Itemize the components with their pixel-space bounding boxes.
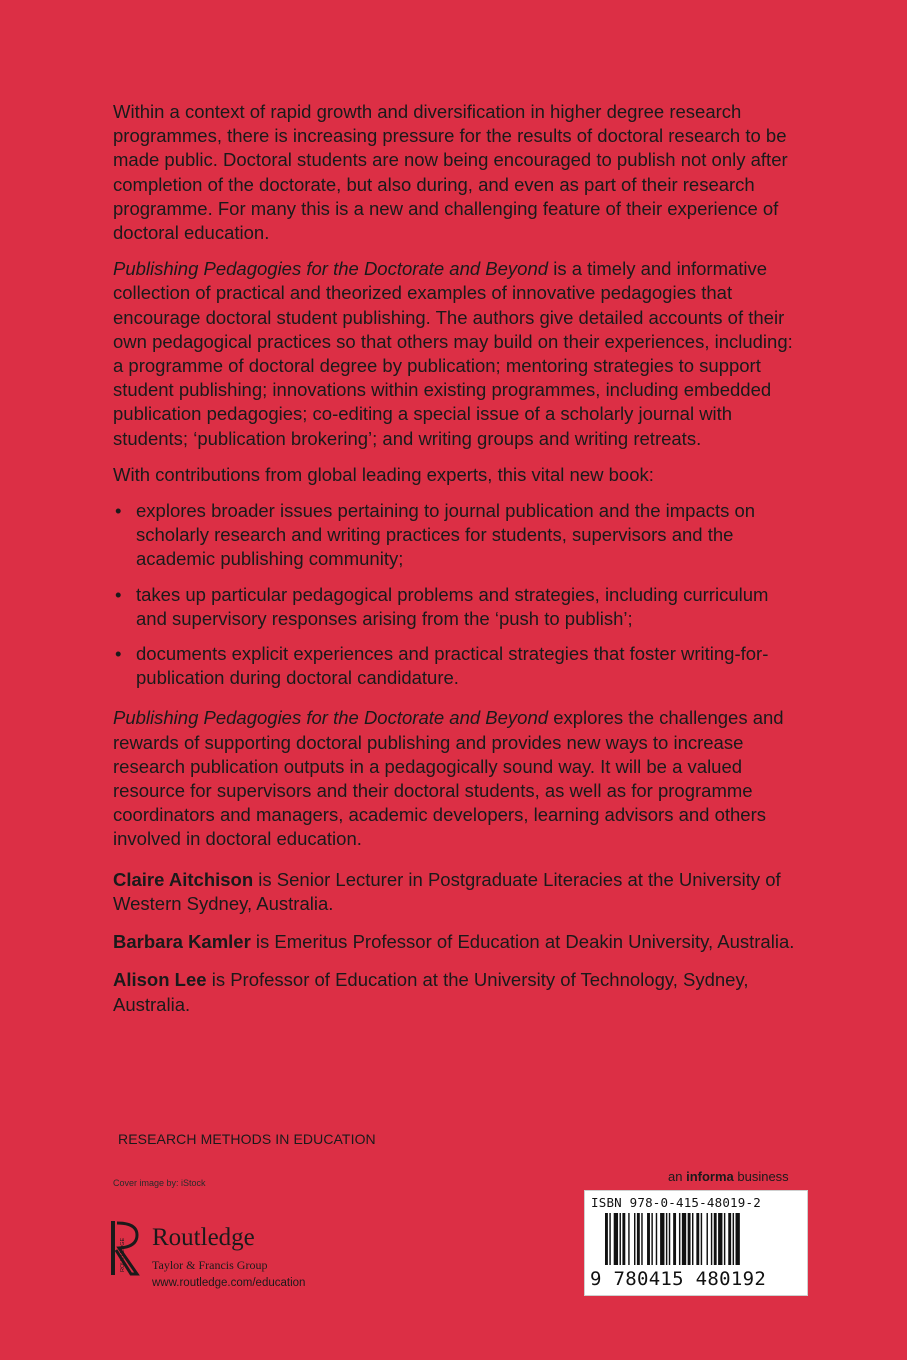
barcode-digits: 9 780415 480192	[590, 1268, 767, 1290]
isbn-barcode	[584, 1190, 808, 1296]
barcode-bar	[628, 1213, 629, 1265]
author-name: Claire Aitchison	[113, 868, 254, 890]
logo-letters: ROUTLEDGE	[120, 1237, 126, 1272]
barcode-bar	[718, 1213, 722, 1265]
author-bio	[113, 868, 803, 916]
barcode-bar	[647, 1213, 650, 1265]
barcode-bar	[724, 1213, 725, 1265]
barcode-bar	[622, 1213, 625, 1265]
barcode-bar	[692, 1213, 693, 1265]
barcode-bar	[714, 1213, 717, 1265]
barcode-bar	[605, 1213, 608, 1265]
barcode-bar	[682, 1213, 686, 1265]
series-name: RESEARCH METHODS IN EDUCATION	[118, 1131, 376, 1147]
barcode-bar	[711, 1213, 712, 1265]
barcode-bar	[736, 1213, 740, 1265]
barcode-bar	[707, 1213, 708, 1265]
back-cover-text	[113, 100, 803, 1031]
barcode-bar	[669, 1213, 670, 1265]
blurb-paragraph-1: Within a context of rapid growth and diversification in higher degree research programmes, there is increasing pressure for the results of doctoral research to be made public. Doctoral students are now being encouraged to publish not only after completion of the doctorate, but also during, and even as part of their research programme. For many this is a new and challenging feature of their experience of doctoral education.	[113, 101, 788, 244]
publisher-tagline: Taylor & Francis Group	[152, 1258, 268, 1272]
barcode-bar	[637, 1213, 640, 1265]
barcode-bars	[605, 1213, 789, 1273]
author-bio-text: is Senior Lecturer in Postgraduate Literacies at the University of Western Sydney, Australia.	[113, 868, 781, 914]
author-name: Alison Lee	[113, 969, 207, 991]
author-bio-text: is Emeritus Professor of Education at Deakin University, Australia.	[250, 931, 795, 953]
list-item: • documents explicit experiences and practical strategies that foster writing-for-publication during doctoral candidature.	[113, 642, 803, 690]
blurb-paragraph-2	[113, 257, 803, 451]
blurb-paragraph-3	[113, 706, 803, 851]
publisher-logo	[110, 1220, 370, 1290]
author-bio	[113, 930, 803, 954]
blurb-paragraph-3-text: explores the challenges and rewards of supporting doctoral publishing and provides new ways to increase research publication outputs in a pedagogically sound way. It will be a valued resource for supervisors and their doctoral students, as well as for programme coordinators and managers, academic developers, learning advisors and others involved in doctoral education.	[113, 707, 784, 850]
cover-image-credit: Cover image by: iStock	[113, 1178, 206, 1188]
author-name: Barbara Kamler	[113, 931, 251, 953]
informa-tagline: an informa business	[668, 1169, 789, 1184]
feature-list	[113, 499, 803, 690]
routledge-logo-icon	[110, 1220, 140, 1276]
barcode-bar	[728, 1213, 731, 1265]
barcode-bar	[696, 1213, 699, 1265]
barcode-bar	[666, 1213, 667, 1265]
barcode-bar	[660, 1213, 664, 1265]
publisher-url: www.routledge.com/education	[152, 1277, 306, 1289]
list-intro: With contributions from global leading experts, this vital new book:	[113, 463, 654, 485]
list-item: • explores broader issues pertaining to journal publication and the impacts on scholarly research and writing practices for students, supervisors and the academic publishing community;	[113, 499, 803, 572]
barcode-bar	[656, 1213, 657, 1265]
barcode-bar	[733, 1213, 734, 1265]
publisher-name: Routledge	[152, 1224, 255, 1251]
book-title: Publishing Pedagogies for the Doctorate and Beyond	[113, 707, 549, 729]
author-bio-text: is Professor of Education at the University of Technology, Sydney, Australia.	[113, 969, 749, 1015]
barcode-bar	[701, 1213, 702, 1265]
barcode-bar	[679, 1213, 680, 1265]
book-title: Publishing Pedagogies for the Doctorate and Beyond	[113, 258, 549, 280]
barcode-bar	[688, 1213, 691, 1265]
barcode-bar	[614, 1213, 618, 1265]
barcode-bar	[673, 1213, 676, 1265]
barcode-bar	[641, 1213, 642, 1265]
author-bio	[113, 968, 803, 1016]
barcode-bar	[620, 1213, 621, 1265]
blurb-paragraph-2-text: is a timely and informative collection of practical and theorized examples of innovative pedagogies that encourage doctoral student publishing. The authors give detailed accounts of their own pedagogical practices so that others may build on their experiences, including: a programme of doctoral degree by publication; mentoring strategies to support student publishing; innovations within existing programmes, including embedded publication pedagogies; co-editing a special issue of a scholarly journal with students; ‘publication brokering’; and writing groups and writing retreats.	[113, 258, 793, 449]
barcode-bar	[651, 1213, 652, 1265]
list-item: • takes up particular pedagogical problems and strategies, including curriculum and supervisory responses arising from the ‘push to publish’;	[113, 583, 803, 631]
barcode-bar	[609, 1213, 610, 1265]
barcode-bar	[634, 1213, 635, 1265]
isbn-label: ISBN 978-0-415-48019-2	[591, 1195, 761, 1210]
informa-word: informa	[686, 1169, 734, 1184]
